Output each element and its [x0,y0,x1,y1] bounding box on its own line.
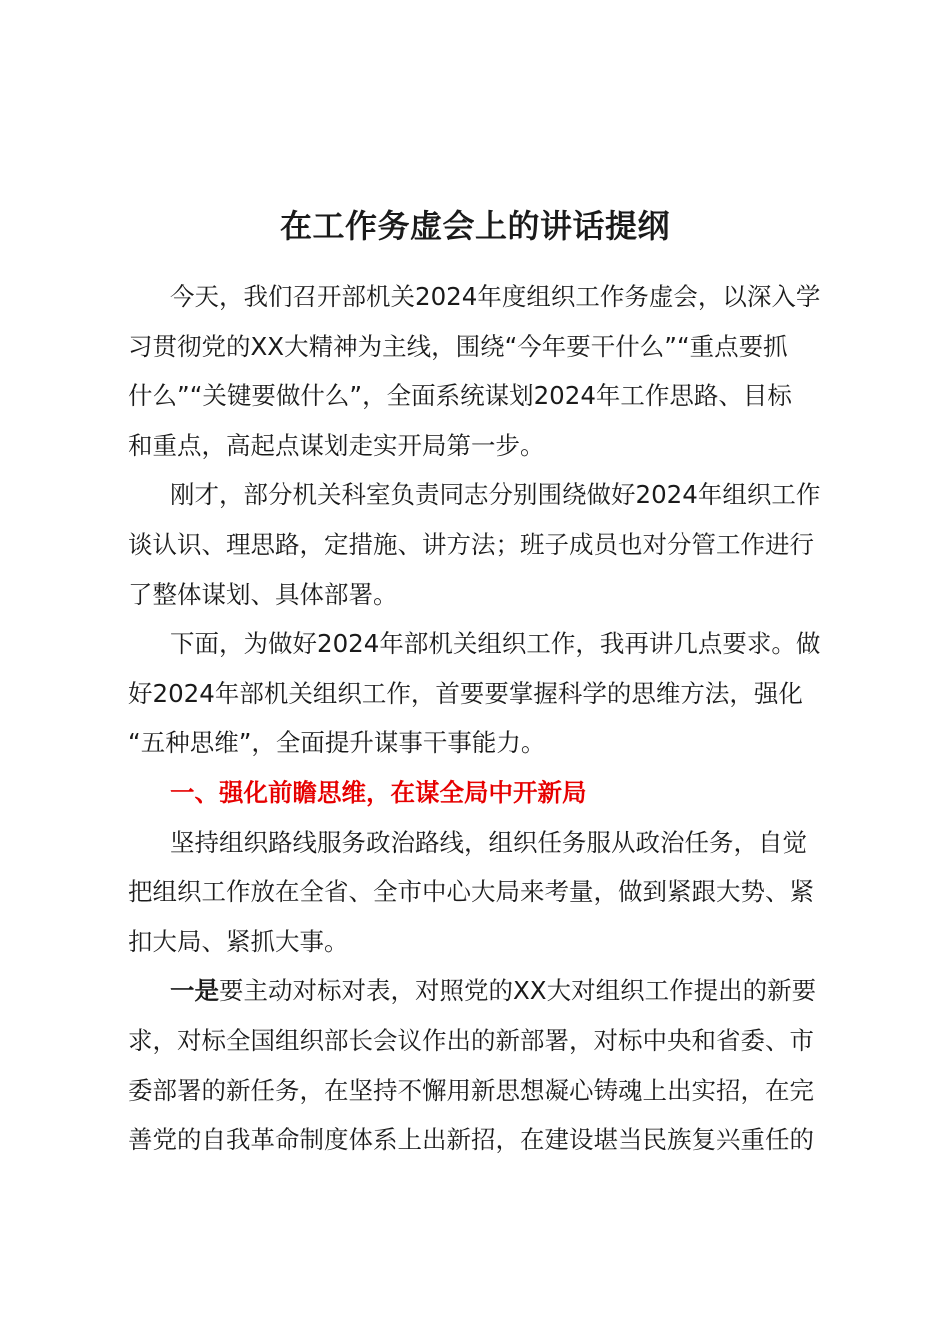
body-line: 把组织工作放在全省、全市中心大局来考量，做到紧跟大势、紧 [128,877,814,907]
body-line: “五种思维”，全面提升谋事干事能力。 [128,728,546,758]
body-line: 习贯彻党的XX大精神为主线，围绕“今年要干什么”“重点要抓 [128,331,788,361]
body-line: 善党的自我革命制度体系上出新招，在建设堪当民族复兴重任的 [128,1125,814,1155]
body-line [128,966,858,1016]
body-line: 和重点，高起点谋划走实开局第一步。 [128,430,545,460]
body-line: 委部署的新任务，在坚持不懈用新思想凝心铸魂上出实招，在完 [128,1075,814,1105]
body-line: 什么”“关键要做什么”，全面系统谋划2024年工作思路、目标 [128,381,792,411]
body-line-text: 要主动对标对表，对照党的XX大对组织工作提出的新要 [219,976,817,1006]
document-title: 在工作务虚会上的讲话提纲 [279,207,670,245]
body-line: 好2024年部机关组织工作，首要要掌握科学的思维方法，强化 [128,678,803,708]
body-line: 今天，我们召开部机关2024年度组织工作务虚会，以深入学 [170,282,821,311]
body-line: 扣大局、紧抓大事。 [128,926,349,956]
body-line: 谈认识、理思路，定措施、讲方法；班子成员也对分管工作进行 [128,529,814,559]
body-line: 了整体谋划、具体部署。 [128,579,398,609]
section-heading: 一、强化前瞻思维，在谋全局中开新局 [170,777,587,807]
body-line: 坚持组织路线服务政治路线，组织任务服从政治任务，自觉 [170,827,807,857]
body-line: 刚才，部分机关科室负责同志分别围绕做好2024年组织工作 [170,480,821,510]
body-line: 下面，为做好2024年部机关组织工作，我再讲几点要求。做 [170,629,821,659]
document-body [128,272,858,1165]
bold-lead: 一是 [170,976,219,1006]
body-line: 求，对标全国组织部长会议作出的新部署，对标中央和省委、市 [128,1025,814,1055]
